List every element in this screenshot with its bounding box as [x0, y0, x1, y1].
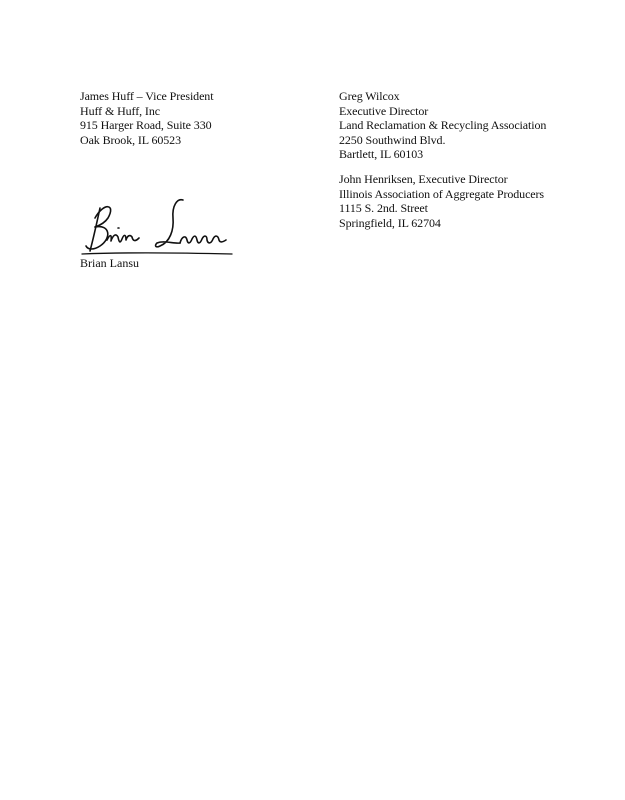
recipient-title: Executive Director [339, 103, 429, 118]
right-address-block-1 [339, 89, 546, 162]
recipient-street: 2250 Southwind Blvd. [339, 132, 446, 147]
recipient-name-title: James Huff – Vice President [80, 89, 214, 103]
recipient-name-title: John Henriksen, Executive Director [339, 172, 508, 186]
right-address-block-2 [339, 172, 544, 230]
left-address-block [80, 89, 213, 147]
recipient-street: 915 Harger Road, Suite 330 [80, 118, 212, 132]
signer-name: Brian Lansu [80, 256, 139, 270]
recipient-name: Greg Wilcox [339, 89, 400, 103]
recipient-city-state-zip: Oak Brook, IL 60523 [80, 132, 181, 147]
recipient-city-state-zip: Springfield, IL 62704 [339, 215, 441, 230]
recipient-company: Huff & Huff, Inc [80, 103, 160, 118]
recipient-organization: Illinois Association of Aggregate Producers [339, 186, 544, 201]
handwritten-signature [80, 188, 240, 260]
signature-block [80, 188, 240, 273]
recipient-city-state-zip: Bartlett, IL 60103 [339, 147, 424, 161]
recipient-street: 1115 S. 2nd. Street [339, 201, 428, 215]
recipient-organization: Land Reclamation & Recycling Association [339, 118, 547, 132]
